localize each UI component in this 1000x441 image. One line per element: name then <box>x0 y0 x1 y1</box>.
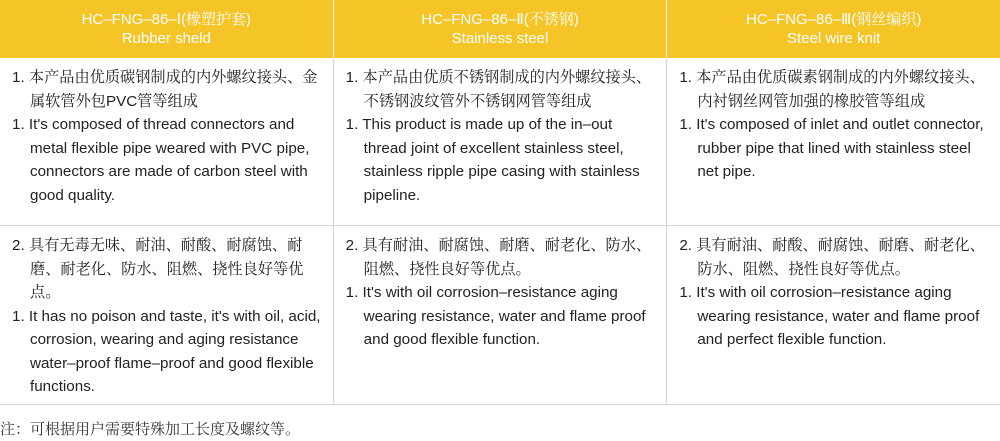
table-header <box>0 0 1000 58</box>
cell-text-english: 1. It's composed of thread connectors and metal flexible pipe weared with PVC pipe, connectors are made of carbon steel with good quality. <box>12 116 310 204</box>
table-row-features <box>0 226 1000 405</box>
table-cell <box>667 226 1000 404</box>
header-code: HC–FNG–86–Ⅲ(钢丝编织) <box>745 11 922 28</box>
cell-text-english: 1. It has no poison and taste, it's with oil, acid, corrosion, wearing and aging resistance water–proof flame–proof and good flexible functions. <box>12 307 321 395</box>
cell-text-english: 1. It's composed of inlet and outlet connector, rubber pipe that lined with stainless steel net pipe. <box>679 116 984 180</box>
header-code: HC–FNG–86–Ⅰ(橡塑护套) <box>81 11 252 28</box>
header-cell-stainless <box>334 0 668 58</box>
table-cell <box>0 58 334 225</box>
header-cell-rubber <box>0 0 334 58</box>
cell-text-english: 1. This product is made up of the in–out thread joint of excellent stainless steel, stainless ripple pipe casing with stainless pipeline. <box>345 116 640 204</box>
cell-text-chinese: 1. 本产品由优质碳钢制成的内外螺纹接头、金属软管外包PVC管等组成 <box>12 69 318 110</box>
table-cell <box>667 58 1000 225</box>
footnote: 注：可根据用户需要特殊加工长度及螺纹等。 <box>0 421 301 438</box>
header-english: Rubber sheld <box>121 30 211 47</box>
cell-text-english: 1. It's with oil corrosion–resistance aging wearing resistance, water and flame proof and good flexible function. <box>345 284 646 348</box>
cell-text-chinese: 2. 具有耐油、耐酸、耐腐蚀、耐磨、耐老化、防水、阻燃、挠性良好等优点。 <box>679 237 985 278</box>
header-english: Steel wire knit <box>786 30 881 47</box>
table-cell <box>0 226 334 404</box>
cell-text-chinese: 2. 具有耐油、耐腐蚀、耐磨、耐老化、防水、阻燃、挠性良好等优点。 <box>345 237 652 278</box>
cell-text-chinese: 2. 具有无毒无味、耐油、耐酸、耐腐蚀、耐磨、耐老化、防水、阻燃、挠性良好等优点。 <box>12 237 304 301</box>
cell-text-chinese: 1. 本产品由优质不锈钢制成的内外螺纹接头、不锈钢波纹管外不锈钢网管等组成 <box>345 69 652 110</box>
table-cell <box>334 226 668 404</box>
table-row-composition <box>0 58 1000 226</box>
cell-text-chinese: 1. 本产品由优质碳素钢制成的内外螺纹接头、内衬钢丝网管加强的橡胶管等组成 <box>679 69 985 110</box>
header-cell-steel-wire <box>667 0 1000 58</box>
header-code: HC–FNG–86–Ⅱ(不锈钢) <box>421 11 579 28</box>
table-cell <box>334 58 668 225</box>
header-english: Stainless steel <box>451 30 549 47</box>
cell-text-english: 1. It's with oil corrosion–resistance aging wearing resistance, water and flame proof and perfect flexible function. <box>679 284 980 348</box>
